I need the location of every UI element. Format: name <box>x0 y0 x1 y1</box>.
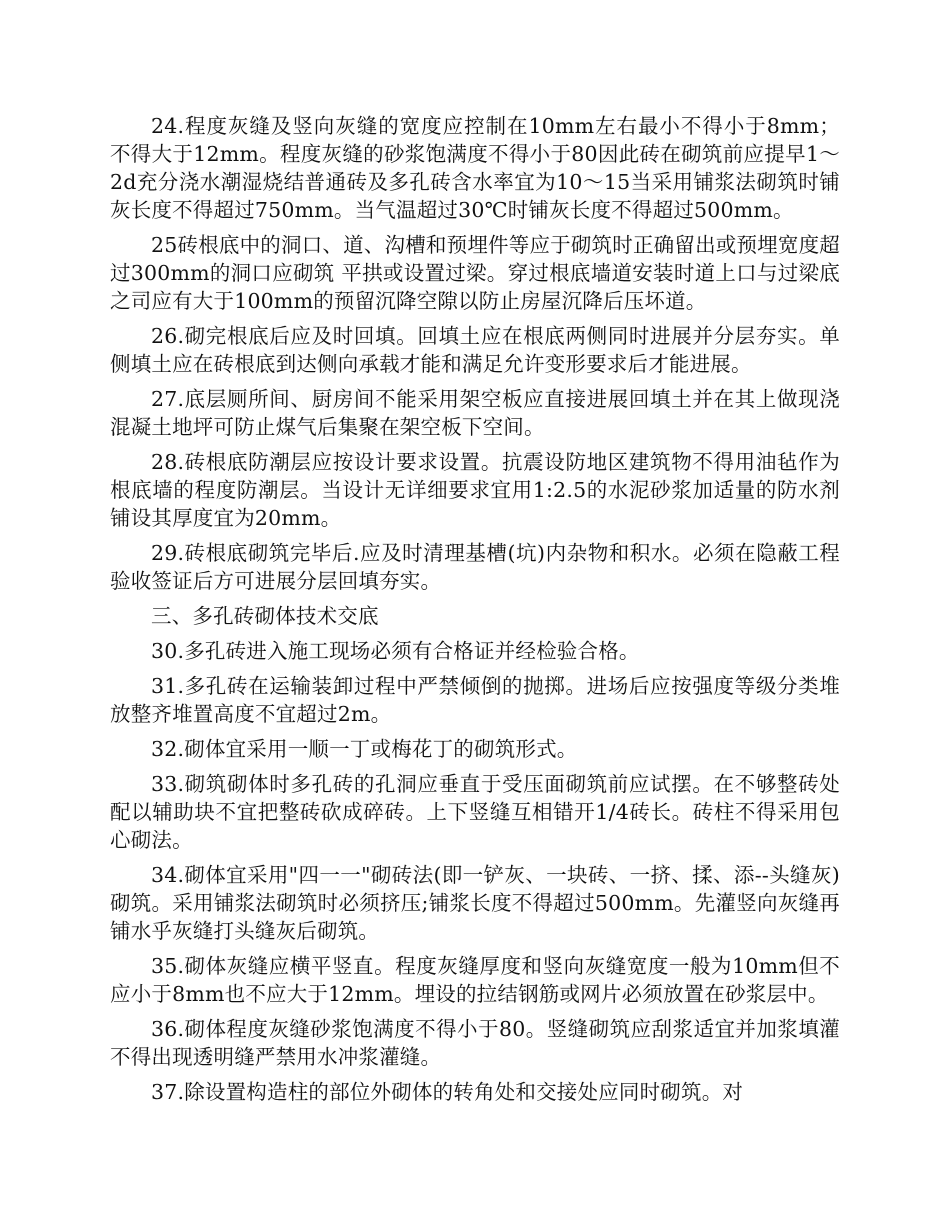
paragraph-25: 25砖根底中的洞口、道、沟槽和预埋件等应于砌筑时正确留出或预埋宽度超过300mm的洞口应砌筑 平拱或设置过梁。穿过根底墙道安装时道上口与过梁底之司应有大于100mm的预留沉降空隙以防止房屋沉降后压坏道。 <box>110 233 840 313</box>
paragraph-28: 28.砖根底防潮层应按设计要求设置。抗震设防地区建筑物不得用油毡作为根底墙的程度防潮层。当设计无详细要求宜用1:2.5的水泥砂浆加适量的防水剂铺设其厚度宜为20mm。 <box>110 450 840 530</box>
paragraph-30: 30.多孔砖进入施工现场必须有合格证并经检验合格。 <box>151 639 640 663</box>
paragraph-31: 31.多孔砖在运输装卸过程中严禁倾倒的抛掷。进场后应按强度等级分类堆放整齐堆置高度不宜超过2m。 <box>110 674 840 726</box>
paragraph-33: 33.砌筑砌体时多孔砖的孔洞应垂直于受压面砌筑前应试摆。在不够整砖处配以辅助块不宜把整砖砍成碎砖。上下竖缝互相错开1/4砖长。砖柱不得采用包心砌法。 <box>110 772 840 852</box>
paragraph-32: 32.砌体宜采用一顺一丁或梅花丁的砌筑形式。 <box>151 737 578 761</box>
paragraph-34: 34.砌体宜采用"四一一"砌砖法(即一铲灰、一块砖、一挤、揉、添--头缝灰)砌筑。采用铺浆法砌筑时必须挤压;铺浆长度不得超过500mm。先灌竖向灰缝再铺水乎灰缝打头缝灰后砌筑。 <box>110 863 840 943</box>
paragraph-26: 26.砌完根底后应及时回填。回填土应在根底两侧同时进展并分层夯实。单侧填土应在砖根底到达侧向承载才能和满足允许变形要求后才能进展。 <box>110 324 840 376</box>
paragraph-29: 29.砖根底砌筑完毕后.应及时清理基槽(坑)内杂物和积水。必须在隐蔽工程验收签证后方可进展分层回填夯实。 <box>110 541 840 593</box>
paragraph-24: 24.程度灰缝及竖向灰缝的宽度应控制在10mm左右最小不得小于8mm；不得大于12mm。程度灰缝的砂浆饱满度不得小于80因此砖在砌筑前应提早1～2d充分浇水潮湿烧结普通砖及多孔砖含水率宜为10～15当采用铺浆法砌筑时铺灰长度不得超过750mm。当气温超过30℃时铺灰长度不得超过500mm。 <box>110 114 840 222</box>
document-page <box>110 112 840 1113</box>
paragraph-37: 37.除设置构造柱的部位外砌体的转角处和交接处应同时砌筑。对 <box>151 1080 744 1104</box>
paragraph-27: 27.底层厕所间、厨房间不能采用架空板应直接进展回填土并在其上做现浇混凝土地坪可防止煤气后集聚在架空板下空间。 <box>110 387 840 439</box>
paragraph-35: 35.砌体灰缝应横平竖直。程度灰缝厚度和竖向灰缝宽度一般为10mm但不应小于8mm也不应大于12mm。埋设的拉结钢筋或网片必须放置在砂浆层中。 <box>110 954 840 1006</box>
paragraph-36: 36.砌体程度灰缝砂浆饱满度不得小于80。竖缝砌筑应刮浆适宜并加浆填灌不得出现透明缝严禁用水冲浆灌缝。 <box>110 1017 840 1069</box>
section-heading: 三、多孔砖砌体技术交底 <box>151 604 379 628</box>
